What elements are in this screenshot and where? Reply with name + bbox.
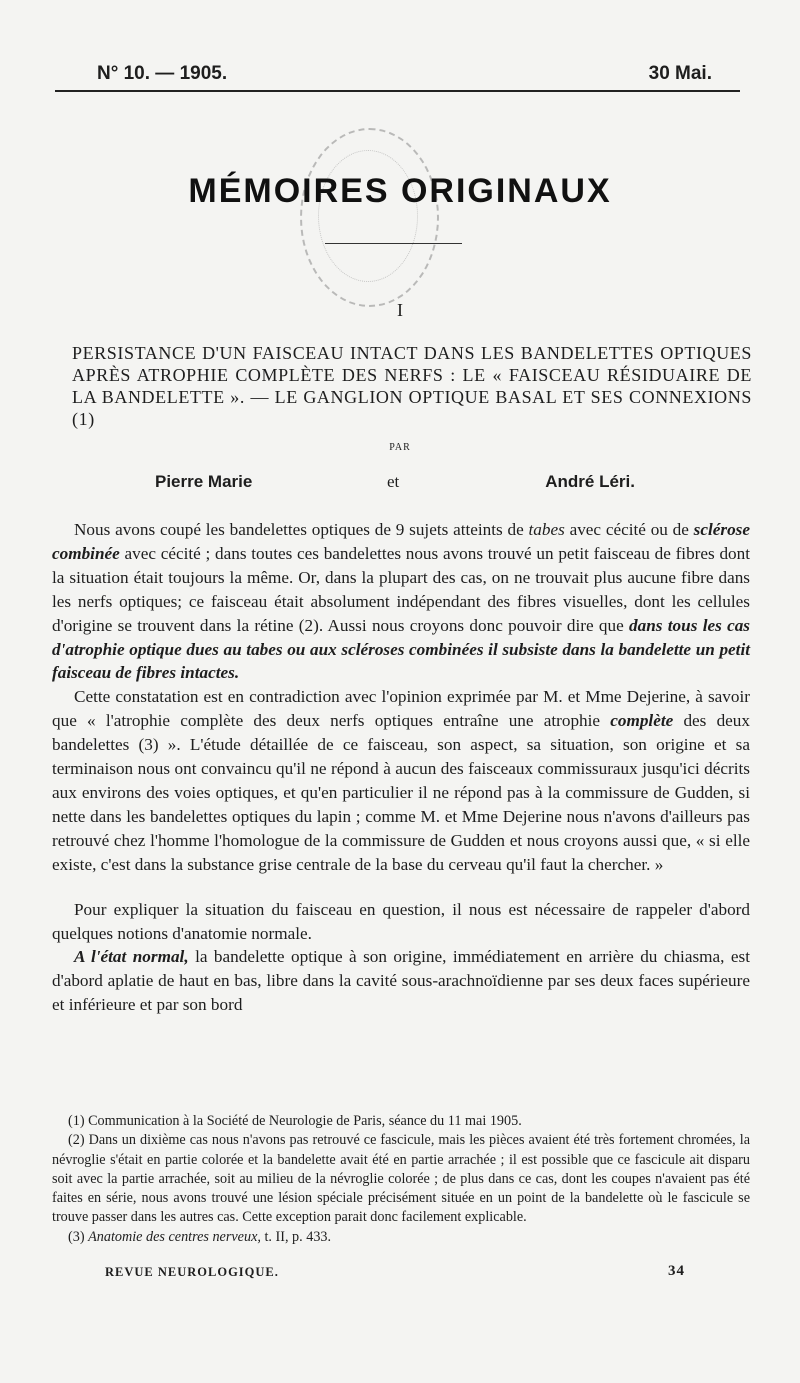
page-number: 34: [668, 1263, 685, 1279]
footnotes: [52, 1112, 750, 1247]
footnote-marker: (3): [68, 1228, 89, 1245]
article-title: PERSISTANCE D'UN FAISCEAU INTACT DANS LES BANDELETTES OPTIQUES APRÈS ATROPHIE COMPLÈTE DES NERFS : LE « FAISCEAU RÉSIDUAIRE DE LA BANDELETTE ». — LE GANGLION OPTIQUE BASAL ET SES CONNEXIONS (1): [72, 343, 752, 429]
article-body: [52, 518, 750, 1017]
footnote-2: (2) Dans un dixième cas nous n'avons pas retrouvé ce fascicule, mais les pièces avaient été très fortement chromées, la névroglie s'était en partie colorée et la bandelette avait été en partie arrachée ; il est possible que ce fascicule ait disparu soit avec la partie arrachée, soit au milieu de la névroglie colorée ; de plus dans ce cas, dont les coupes n'avaient pas été faites en série, nous avons trouvé une lésion spéciale précisément située en un point de la bandelette où le fascicule se trouve passer dans les autres cas. Cette exception parait donc facilement explicable.: [52, 1132, 750, 1226]
text-run: Cette constatation est en contradiction avec l'opinion exprimée par M. et Mme Dejerine, à savoir que « l'atrophie complète des deux nerfs optiques entraîne une atrophie: [52, 687, 750, 731]
page-footer: [105, 1265, 685, 1287]
text-run: des deux bandelettes (3) ». L'étude détaillée de ce faisceau, son aspect, sa situation, son origine et sa terminaison nous ont convaincu qu'il ne répond à aucun des faisceaux commissuraux jusqu'ici décrits aux environs des voies optiques, et qu'en particulier il ne répond pas à la commissure de Gudden, si nette dans les bandelettes optiques du lapin ; comme M. et Mme Dejerine nous n'avons d'ailleurs pas retrouvé chez l'homme l'homologue de la commissure de Gudden et nous croyons aussi que, « si elle existe, c'est dans la substance grise centrale de la base du cerveau qu'il faut la chercher. »: [52, 711, 750, 874]
library-stamp-inner-ring: [318, 150, 418, 282]
footnote-3: [52, 1228, 750, 1247]
italic-term: A l'état normal,: [74, 947, 189, 967]
paragraph-4: [52, 945, 750, 1017]
issue-number: N° 10. — 1905.: [97, 63, 228, 84]
emphasized-conclusion: dans tous les cas d'atrophie optique dues au tabes ou aux scléroses combinées il subsiste dans la bandelette un petit faisceau de fibres intactes.: [52, 615, 750, 683]
citation-location: t. II, p. 433.: [260, 1228, 332, 1245]
text-run: avec cécité ou de: [564, 520, 694, 539]
italic-term: sclérose combinée: [52, 520, 750, 563]
by-line: PAR: [389, 442, 411, 453]
italic-term: tabes: [528, 520, 565, 539]
cited-work: Anatomie des centres nerveux,: [88, 1228, 261, 1245]
header-rule: [55, 90, 740, 92]
paragraph-1: [52, 518, 750, 685]
paragraph-gap: [52, 877, 750, 898]
paragraph-2: [52, 685, 750, 876]
text-run: Nous avons coupé les bandelettes optiques de 9 sujets atteints de: [74, 520, 529, 539]
section-title-underline: [325, 243, 462, 244]
author-conjunction: et: [387, 472, 400, 491]
text-run: la bandelette optique à son origine, immédiatement en arrière du chiasma, est d'abord aplatie de haut en bas, libre dans la cavité sous-arachnoïdienne par ses deux faces supérieure et inférieure et par son bord: [52, 947, 750, 1015]
section-title: MÉMOIRES ORIGINAUX: [188, 172, 612, 210]
page-header: [92, 60, 712, 90]
text-run: avec cécité ; dans toutes ces bandelettes nous avons trouvé un petit faisceau de fibres dont la situation était toujours la même. Or, dans la plupart des cas, on ne trouvait plus aucune fibre dans les nerfs optiques; ce faisceau était absolument indépendant des fibres visuelles, dont les cellules d'origine se trouvent dans la rétine (2). Aussi nous croyons donc pouvoir dire que: [52, 543, 750, 635]
issue-date: 30 Mai.: [648, 63, 712, 84]
author-pierre-marie: Pierre Marie: [155, 472, 253, 491]
authors: [155, 472, 635, 496]
author-andre-leri: André Léri.: [545, 472, 635, 491]
journal-name: REVUE NEUROLOGIQUE.: [105, 1265, 279, 1279]
paragraph-3: Pour expliquer la situation du faisceau en question, il nous est nécessaire de rappeler d'abord quelques notions d'anatomie normale.: [52, 899, 750, 943]
footnote-1: (1) Communication à la Société de Neurologie de Paris, séance du 11 mai 1905.: [68, 1113, 522, 1129]
italic-term: complète: [610, 711, 674, 731]
article-number: I: [397, 300, 403, 320]
